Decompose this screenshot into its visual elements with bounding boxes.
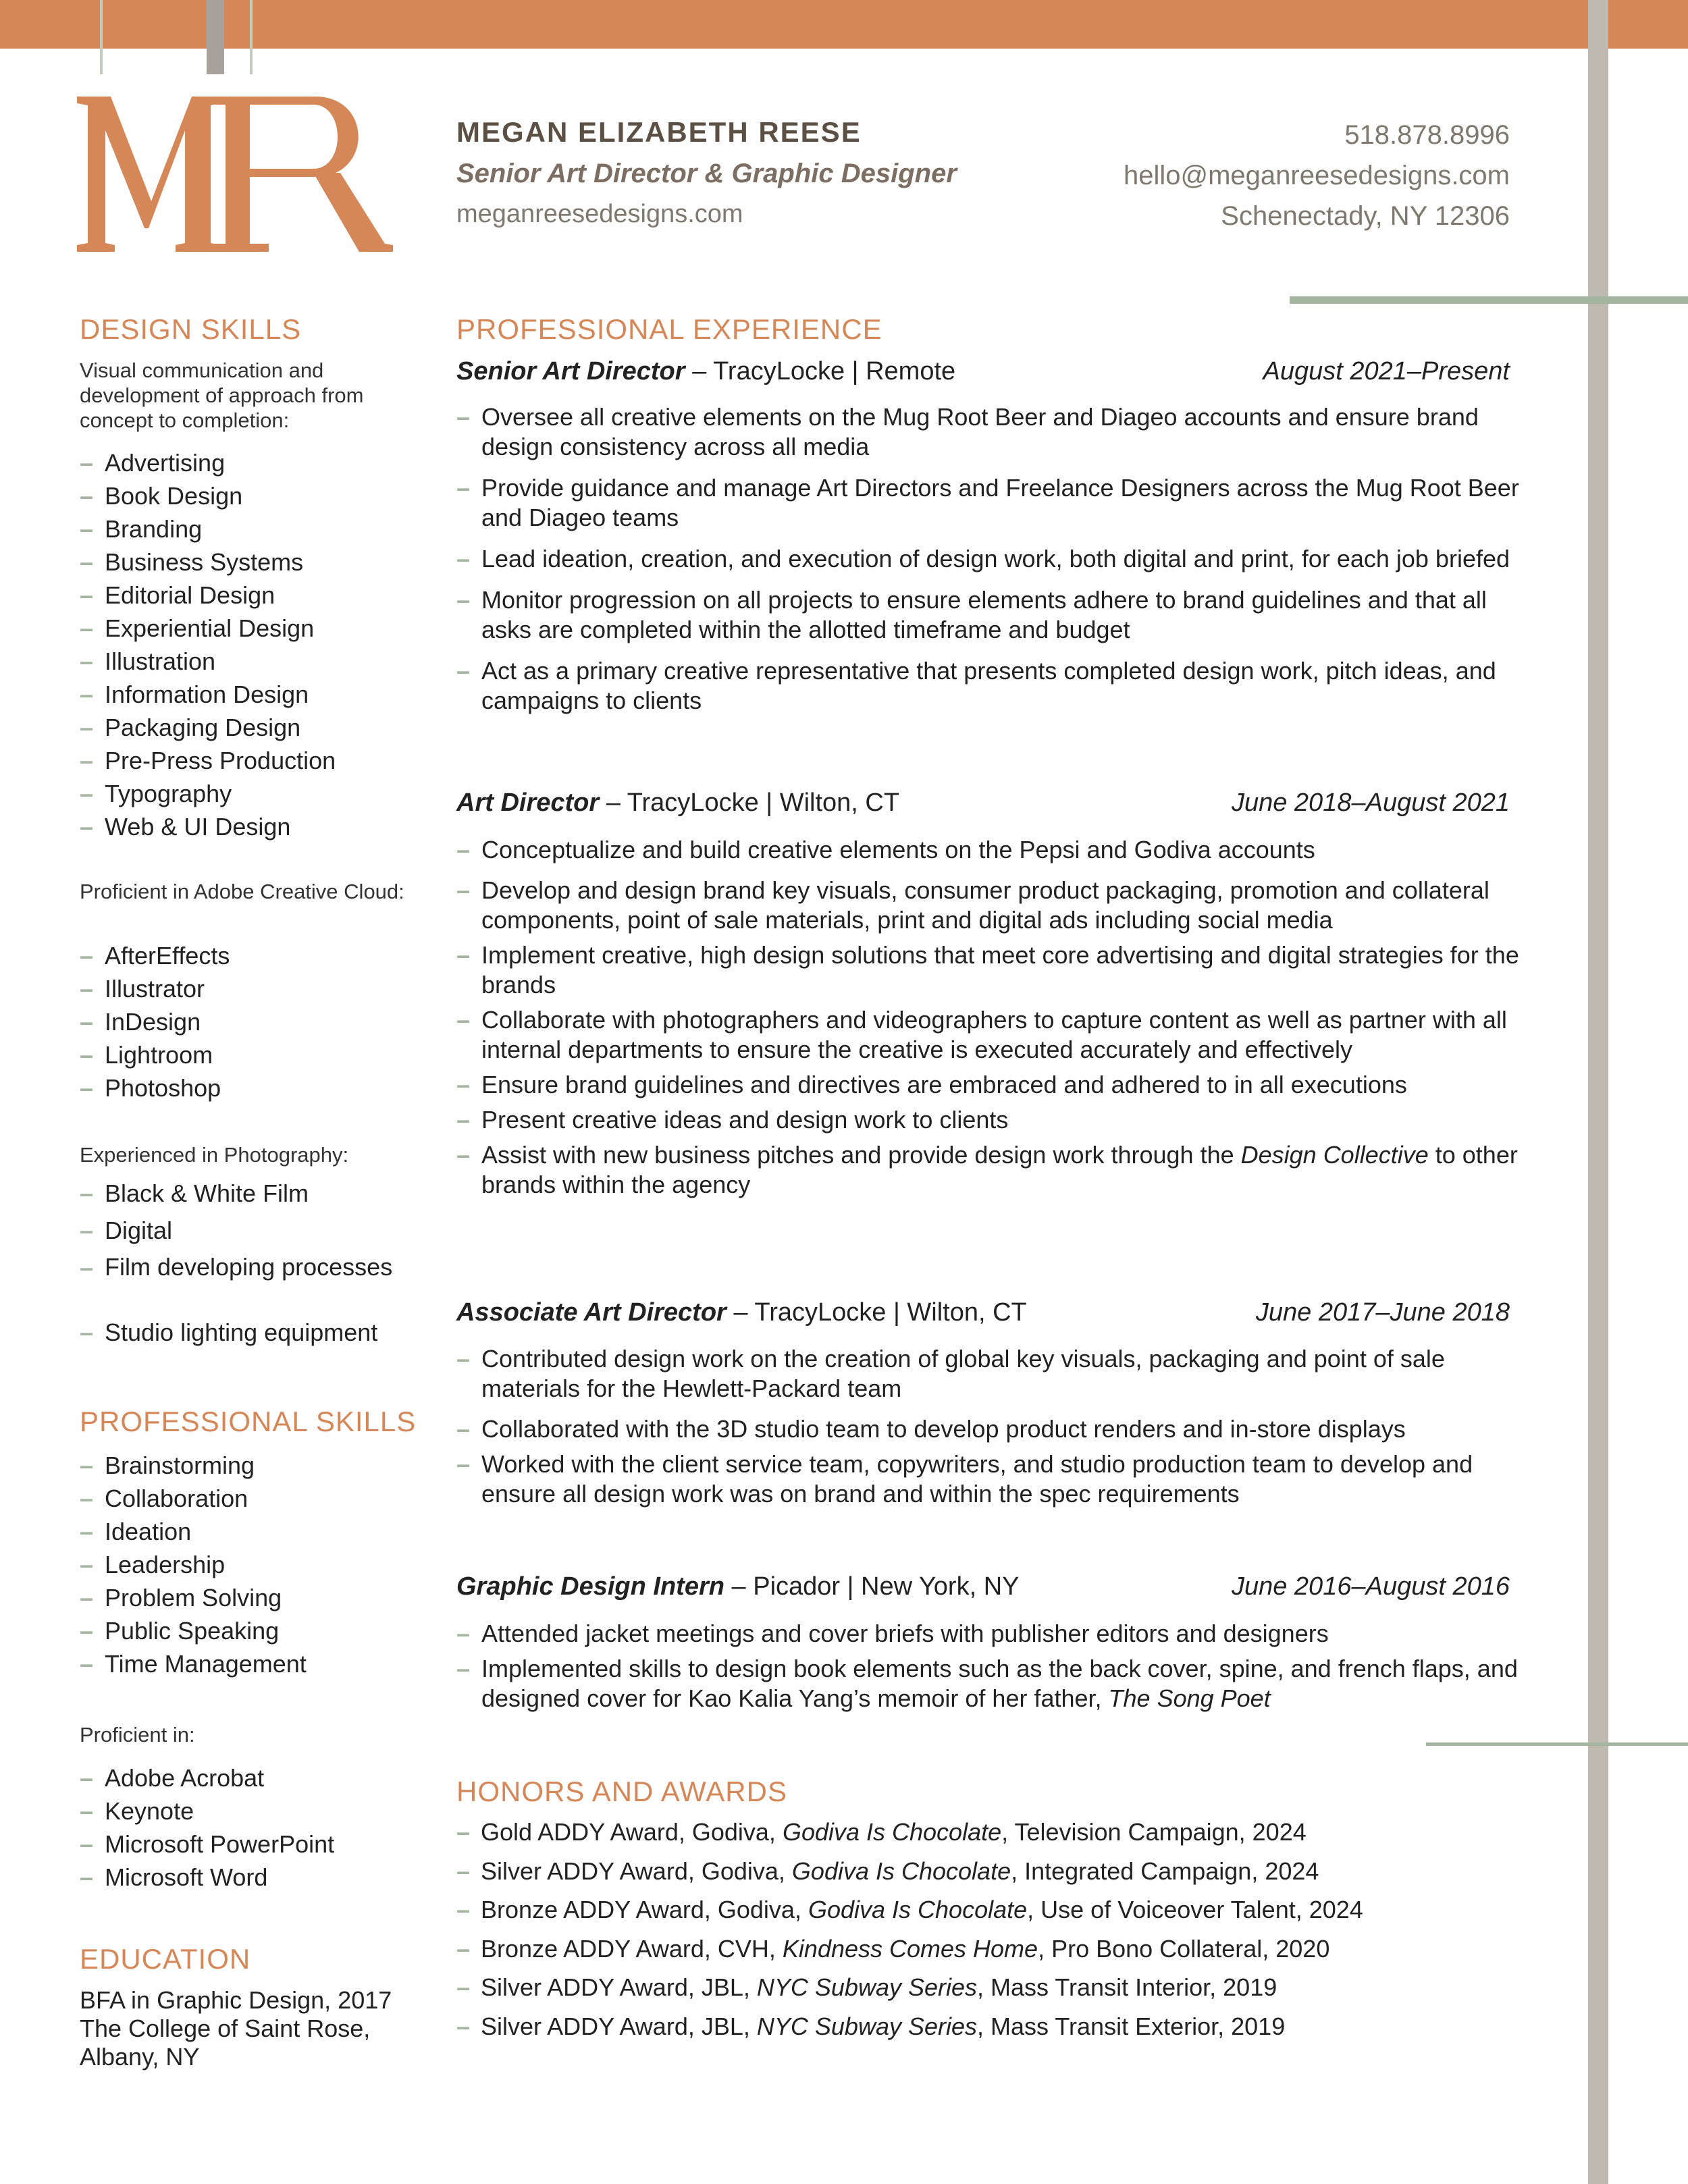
top-tick-line [100, 0, 103, 74]
list-item-label: Microsoft Word [105, 1863, 268, 1891]
list-item [80, 1581, 458, 1614]
dash-bullet: – [80, 548, 94, 576]
dash-bullet: – [456, 1655, 471, 1682]
bullet-text: Present creative ideas and design work to clients [481, 1106, 1009, 1134]
dash-bullet: – [456, 1141, 471, 1169]
list-item [456, 1414, 1523, 1444]
dash-bullet: – [456, 657, 471, 685]
award-text: , Pro Bono Collateral, 2020 [1038, 1934, 1330, 1963]
dash-bullet: – [456, 2012, 471, 2040]
education-school: The College of Saint Rose, [80, 2015, 371, 2042]
list-item [456, 585, 1523, 645]
dash-bullet: – [456, 1934, 471, 1963]
job-title [456, 357, 955, 386]
bullet-text: Collaborated with the 3D studio team to develop product renders and in-store displays [481, 1415, 1406, 1443]
dash-bullet: – [80, 515, 94, 543]
bullet-italic-title: The Song Poet [1108, 1684, 1271, 1712]
website-link[interactable]: meganreesedesigns.com [456, 200, 743, 228]
bullet-text [481, 1654, 1523, 1713]
candidate-name: MEGAN ELIZABETH REESE [456, 116, 862, 148]
dash-bullet: – [80, 813, 94, 841]
professional-skills-list [80, 1449, 458, 1680]
dash-bullet: – [80, 581, 94, 609]
award-item [456, 1896, 1363, 1924]
dash-bullet: – [456, 876, 471, 904]
job-role: Senior Art Director [456, 357, 685, 385]
dash-bullet: – [80, 681, 94, 708]
dash-bullet: – [80, 1551, 94, 1578]
dash-bullet: – [456, 836, 471, 863]
list-item [456, 1105, 1523, 1135]
dash-bullet: – [456, 1415, 471, 1443]
dash-bullet: – [80, 1764, 94, 1792]
list-item [456, 1005, 1523, 1065]
job-role: Graphic Design Intern [456, 1572, 724, 1601]
right-vertical-bar [1588, 0, 1608, 2184]
job-dates: August 2021–Present [1263, 357, 1510, 385]
bullet-text: Attended jacket meetings and cover briefs with publisher editors and designers [481, 1620, 1329, 1647]
list-item [80, 744, 458, 777]
dash-bullet: – [80, 614, 94, 642]
dash-bullet: – [456, 1106, 471, 1134]
list-item [456, 544, 1523, 574]
dash-bullet: – [80, 747, 94, 774]
award-item [456, 1818, 1307, 1846]
dash-bullet: – [456, 1450, 471, 1478]
dash-bullet: – [456, 1818, 471, 1846]
list-item-label: Illustrator [105, 975, 205, 1003]
bullet-text: Oversee all creative elements on the Mug Root Beer and Diageo accounts and ensure brand design consistency across all media [481, 403, 1479, 460]
job-bullets [456, 1619, 1523, 1713]
list-item [80, 1794, 458, 1828]
job-role: Associate Art Director [456, 1298, 727, 1327]
list-item [80, 1861, 458, 1894]
list-item-label: Editorial Design [105, 581, 275, 609]
job-organization: – TracyLocke | Wilton, CT [726, 1298, 1027, 1327]
list-item: – Digital [80, 1217, 173, 1244]
list-item [456, 473, 1523, 533]
education-heading: EDUCATION [80, 1943, 251, 1975]
list-item-label: Information Design [105, 681, 309, 708]
award-text: Bronze ADDY Award, CVH, [481, 1934, 783, 1963]
job-bullets [456, 402, 1523, 716]
list-item-label: Brainstorming [105, 1451, 255, 1479]
award-text: , Mass Transit Exterior, 2019 [977, 2012, 1286, 2040]
award-text: Bronze ADDY Award, Godiva, [481, 1896, 808, 1923]
dash-bullet: – [80, 1074, 94, 1102]
list-item-label: Typography [105, 780, 232, 807]
list-item [80, 446, 458, 479]
list-item [80, 1038, 458, 1071]
proficient-intro: Proficient in: [80, 1723, 195, 1747]
dash-bullet: – [80, 482, 94, 510]
list-item [80, 1005, 458, 1038]
honors-heading: HONORS AND AWARDS [456, 1776, 787, 1807]
dash-bullet: – [80, 1797, 94, 1825]
bullet-text-part: Implemented skills to design book elements such as the back cover, spine, and french flaps, and designed cover for Kao Kalia Yang’s memoir of her father, [481, 1655, 1518, 1712]
award-campaign: Kindness Comes Home [782, 1934, 1038, 1963]
list-item-label: Book Design [105, 482, 243, 510]
bullet-text: Provide guidance and manage Art Directors and Freelance Designers across the Mug Root Beer and Diageo teams [481, 474, 1519, 531]
list-item [80, 939, 458, 972]
dash-bullet: – [80, 780, 94, 807]
dash-bullet: – [456, 1973, 471, 2001]
list-item: – Studio lighting equipment [80, 1319, 378, 1346]
professional-skills-heading: PROFESSIONAL SKILLS [80, 1406, 417, 1437]
job-organization: – TracyLocke | Wilton, CT [599, 789, 900, 817]
list-item [80, 972, 458, 1005]
list-item [456, 1449, 1523, 1509]
list-item-label: Advertising [105, 449, 226, 477]
list-item [456, 835, 1523, 865]
bullet-text: Collaborate with photographers and videographers to capture content as well as partner with all internal departments to ensure the creative is executed accurately and effectively [481, 1006, 1507, 1063]
list-item [80, 1828, 458, 1861]
dash-bullet: – [456, 545, 471, 572]
design-skills-heading: DESIGN SKILLS [80, 313, 302, 345]
dash-bullet: – [456, 1071, 471, 1098]
education-degree: BFA in Graphic Design, 2017 [80, 1986, 392, 2014]
dash-bullet: – [80, 1830, 94, 1858]
dash-bullet: – [456, 1345, 471, 1373]
dash-bullet: – [456, 1857, 471, 1885]
bullet-text-part: to other brands within the agency [481, 1141, 1518, 1198]
dash-bullet: – [80, 1584, 94, 1612]
dash-bullet: – [80, 1485, 94, 1512]
list-item-label: Public Speaking [105, 1617, 280, 1645]
dash-bullet: – [456, 941, 471, 969]
top-tick-line [250, 0, 253, 74]
list-item-label: Illustration [105, 647, 216, 675]
list-item-label: Business Systems [105, 548, 304, 576]
list-item-label: Problem Solving [105, 1584, 282, 1612]
dash-bullet: – [80, 714, 94, 741]
job-title [456, 1572, 1020, 1601]
dash-bullet: – [456, 586, 471, 614]
dash-bullet: – [456, 1006, 471, 1034]
dash-bullet: – [80, 975, 94, 1003]
experience-heading: PROFESSIONAL EXPERIENCE [456, 313, 882, 345]
dash-bullet: – [80, 942, 94, 969]
job-title [456, 1298, 1027, 1327]
award-text: , Integrated Campaign, 2024 [1011, 1857, 1319, 1885]
list-item [80, 579, 458, 612]
dash-bullet: – [80, 1008, 94, 1036]
job-organization: – TracyLocke | Remote [685, 357, 956, 385]
list-item [80, 1482, 458, 1515]
mer-monogram-logo [76, 93, 393, 255]
list-item-label: Branding [105, 515, 203, 543]
award-campaign: NYC Subway Series [756, 2012, 978, 2040]
design-skills-intro: Visual communication and development of approach from concept to completion: [80, 358, 364, 432]
adobe-intro: Proficient in Adobe Creative Cloud: [80, 880, 404, 903]
job-bullets [456, 1344, 1523, 1509]
list-item-label: Time Management [105, 1650, 307, 1678]
list-item [456, 1070, 1523, 1100]
award-item [456, 1857, 1319, 1886]
list-item [80, 711, 458, 744]
list-item [80, 1071, 458, 1104]
list-item: – Film developing processes [80, 1253, 393, 1281]
dash-bullet: – [80, 1041, 94, 1069]
dash-bullet: – [456, 403, 471, 431]
list-item-label: InDesign [105, 1008, 201, 1036]
job-role: Art Director [456, 789, 600, 817]
header-rule [1290, 296, 1688, 304]
top-tick-block [207, 0, 224, 74]
bullet-text: Implement creative, high design solutions that meet core advertising and digital strategies for the brands [481, 941, 1519, 998]
email-link[interactable]: hello@meganreesedesigns.com [1123, 161, 1510, 190]
bullet-text: Ensure brand guidelines and directives are embraced and adhered to in all executions [481, 1071, 1407, 1098]
list-item-label: Pre-Press Production [105, 747, 336, 774]
dash-bullet: – [80, 1650, 94, 1678]
award-text: Silver ADDY Award, Godiva, [481, 1857, 792, 1885]
award-campaign: Godiva Is Chocolate [782, 1818, 1002, 1846]
dash-bullet: – [456, 1896, 471, 1923]
honors-rule [1426, 1742, 1688, 1746]
award-text: Silver ADDY Award, JBL, [481, 1973, 757, 2001]
list-item-label: Leadership [105, 1551, 226, 1578]
list-item-label: AfterEffects [105, 942, 230, 969]
list-item [456, 876, 1523, 935]
award-item [456, 2013, 1285, 2041]
job-organization: – Picador | New York, NY [724, 1572, 1020, 1601]
bullet-text: Act as a primary creative representative that presents completed design work, pitch ideas, and campaigns to clients [481, 657, 1496, 714]
dash-bullet: – [80, 1617, 94, 1645]
bullet-text: Worked with the client service team, copywriters, and studio production team to develop and ensure all design work was on brand and within the spec requirements [481, 1450, 1473, 1508]
list-item [80, 810, 458, 843]
top-accent-bar [0, 0, 1688, 49]
award-campaign: Godiva Is Chocolate [791, 1857, 1011, 1885]
design-skills-list [80, 446, 458, 843]
dash-bullet: – [80, 1863, 94, 1891]
award-text: , Use of Voiceover Talent, 2024 [1027, 1896, 1363, 1923]
bullet-text: Develop and design brand key visuals, consumer product packaging, promotion and collateral components, point of sale materials, print and digital ads including social media [481, 876, 1489, 934]
list-item [456, 940, 1523, 1000]
candidate-title: Senior Art Director & Graphic Designer [456, 159, 957, 188]
phone-number[interactable]: 518.878.8996 [1344, 120, 1510, 150]
list-item-label: Photoshop [105, 1074, 221, 1102]
award-item [456, 1973, 1277, 2002]
job-title [456, 789, 899, 818]
list-item-label: Packaging Design [105, 714, 301, 741]
list-item [456, 656, 1523, 716]
list-item-label: Collaboration [105, 1485, 248, 1512]
award-text: , Mass Transit Interior, 2019 [977, 1973, 1277, 2001]
list-item [456, 1619, 1523, 1649]
location-text: Schenectady, NY 12306 [1221, 201, 1510, 231]
list-item [80, 1647, 458, 1680]
list-item-label: Keynote [105, 1797, 194, 1825]
education-city: Albany, NY [80, 2043, 200, 2071]
list-item [80, 512, 458, 545]
bullet-text [481, 1140, 1523, 1200]
list-item [80, 678, 458, 711]
list-item [80, 612, 458, 645]
list-item [456, 1654, 1523, 1713]
award-item [456, 1935, 1329, 1963]
list-item-label: Microsoft PowerPoint [105, 1830, 335, 1858]
bullet-text: Monitor progression on all projects to ensure elements adhere to brand guidelines and that all asks are completed within the allotted timeframe and budget [481, 586, 1487, 643]
photography-skills-list [80, 1179, 458, 1350]
list-item [456, 1344, 1523, 1404]
software-list [80, 1761, 458, 1894]
list-item [80, 479, 458, 512]
dash-bullet: – [80, 1518, 94, 1545]
dash-bullet: – [456, 1620, 471, 1647]
award-text: Gold ADDY Award, Godiva, [481, 1818, 783, 1846]
list-item [80, 777, 458, 810]
job-bullets [456, 835, 1523, 1200]
dash-bullet: – [80, 1451, 94, 1479]
bullet-italic-title: Design Collective [1240, 1141, 1429, 1169]
list-item [80, 1449, 458, 1482]
list-item-label: Adobe Acrobat [105, 1764, 265, 1792]
award-campaign: NYC Subway Series [756, 1973, 978, 2001]
photography-intro: Experienced in Photography: [80, 1143, 349, 1167]
list-item [80, 1515, 458, 1548]
dash-bullet: – [80, 449, 94, 477]
list-item [80, 545, 458, 579]
list-item-label: Ideation [105, 1518, 192, 1545]
job-dates: June 2018–August 2021 [1231, 789, 1510, 817]
adobe-skills-list [80, 939, 458, 1104]
list-item [80, 1761, 458, 1794]
list-item [456, 1140, 1523, 1200]
dash-bullet: – [80, 647, 94, 675]
list-item-label: Experiential Design [105, 614, 315, 642]
award-text: Silver ADDY Award, JBL, [481, 2012, 757, 2040]
list-item [456, 402, 1523, 462]
dash-bullet: – [456, 474, 471, 502]
list-item-label: Web & UI Design [105, 813, 291, 841]
job-dates: June 2017–June 2018 [1255, 1298, 1510, 1327]
award-campaign: Godiva Is Chocolate [808, 1896, 1028, 1923]
award-text: , Television Campaign, 2024 [1001, 1818, 1307, 1846]
list-item [80, 1614, 458, 1647]
bullet-text: Contributed design work on the creation of global key visuals, packaging and point of sale materials for the Hewlett-Packard team [481, 1345, 1445, 1402]
list-item-label: Lightroom [105, 1041, 213, 1069]
job-dates: June 2016–August 2016 [1231, 1572, 1510, 1601]
list-item: – Black & White Film [80, 1179, 309, 1207]
bullet-text-part: Assist with new business pitches and provide design work through the [481, 1141, 1241, 1169]
bullet-text: Lead ideation, creation, and execution of design work, both digital and print, for each job briefed [481, 545, 1510, 572]
list-item [80, 645, 458, 678]
list-item [80, 1548, 458, 1581]
bullet-text: Conceptualize and build creative elements on the Pepsi and Godiva accounts [481, 836, 1315, 863]
